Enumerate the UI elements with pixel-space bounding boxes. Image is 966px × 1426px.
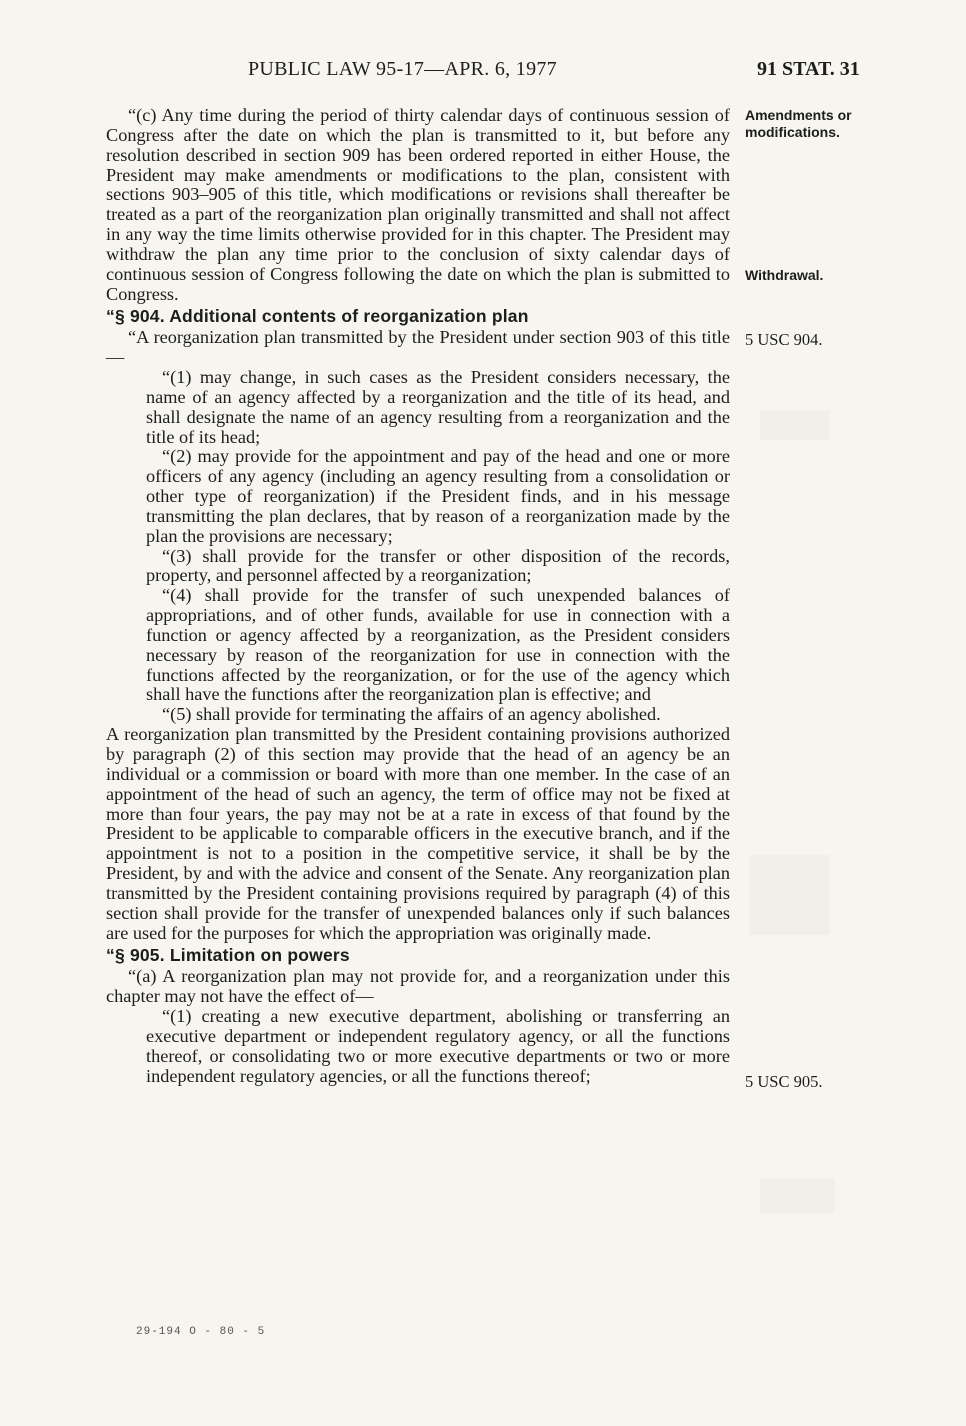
margin-note-amendments: Amendments or modifications.: [745, 107, 852, 140]
section-905-subsection-a: “(a) A reorganization plan may not provide for, and a reorganization under this chapter may not have the effect of—: [106, 966, 730, 1007]
section-904-item-1: “(1) may change, in such cases as the President considers necessary, the name of an agency affected by a reorganization and the title of its head, and shall designate the name of an agency resulting from a reorganization and the title of its head;: [146, 366, 730, 447]
margin-note-withdrawal: Withdrawal.: [745, 267, 824, 283]
section-904-closing-paragraph: A reorganization plan transmitted by the President containing provisions authorized by paragraph (2) of this section may provide that the head of an agency be an individual or a commission or board with more than one member. In the case of an appointment of the head of such an agency, the term of office may not be fixed at more than four years, the pay may not be at a rate in excess of that found by the President to be applicable to comparable officers in the executive branch, and if the appointment is not to a position in the competitive service, it shall be by the President, by and with the advice and consent of the Senate. Any reorganization plan transmitted by the President containing provisions required by paragraph (4) of this section shall provide for the transfer of unexpended balances only if such balances are used for the purposes for which the appropriation was originally made.: [106, 724, 730, 943]
bleed-through-shadow: [760, 1178, 835, 1213]
printer-footer-code: 29-194 O - 80 - 5: [136, 1326, 266, 1338]
body-text: [106, 106, 730, 1086]
section-904-item-4: “(4) shall provide for the transfer of such unexpended balances of appropriations, and of other funds, available for use in connection with a function or agency affected by a reorganization, as the President considers necessary by reason of the reorganization for use in connection with the functions affected by the reorganization, or for the use of the agency which shall have the functions after the reorganization plan is effective; and: [146, 585, 730, 705]
section-905-heading: “§ 905. Limitation on powers: [106, 945, 350, 966]
section-904-heading: “§ 904. Additional contents of reorganization plan: [106, 306, 529, 327]
page-header-title: PUBLIC LAW 95-17—APR. 6, 1977: [248, 58, 557, 80]
bleed-through-shadow: [760, 410, 830, 440]
margin-note-usc-904: 5 USC 904.: [745, 330, 823, 349]
section-904-item-2: “(2) may provide for the appointment and pay of the head and one or more officers of any agency (including an agency resulting from a consolidation or other type of reorganization) if the President finds, and in his message transmitting the plan declares, that by reason of a reorganization made by the plan the provisions are necessary;: [146, 446, 730, 546]
section-905-item-1: “(1) creating a new executive department, abolishing or transferring an executive department or independent regulatory agency, or all the functions thereof, or consolidating two or more executive departments or two or more independent regulatory agencies, or all the functions thereof;: [146, 1005, 730, 1086]
subsection-c: “(c) Any time during the period of thirty calendar days of continuous session of Congress after the date on which the plan is transmitted to it, but before any resolution described in section 909 has been ordered reported in either House, the President may make amendments or modifications to the plan, consistent with sections 903–905 of this title, which modifications or revisions shall thereafter be treated as a part of the reorganization plan originally transmitted and shall not affect in any way the time limits otherwise provided for in this chapter. The President may withdraw the plan any time prior to the conclusion of sixty calendar days of continuous session of Congress following the date on which the plan is submitted to Congress.: [106, 105, 730, 304]
bleed-through-shadow: [750, 855, 830, 935]
section-904-item-3: “(3) shall provide for the transfer or other disposition of the records, property, and personnel affected by a reorganization;: [146, 545, 730, 586]
section-904-intro: “A reorganization plan transmitted by the President under section 903 of this title—: [106, 327, 730, 368]
margin-note-usc-905: 5 USC 905.: [745, 1072, 823, 1091]
page-header-stat: 91 STAT. 31: [757, 58, 860, 80]
section-904-item-5: “(5) shall provide for terminating the affairs of an agency abolished.: [162, 704, 661, 725]
